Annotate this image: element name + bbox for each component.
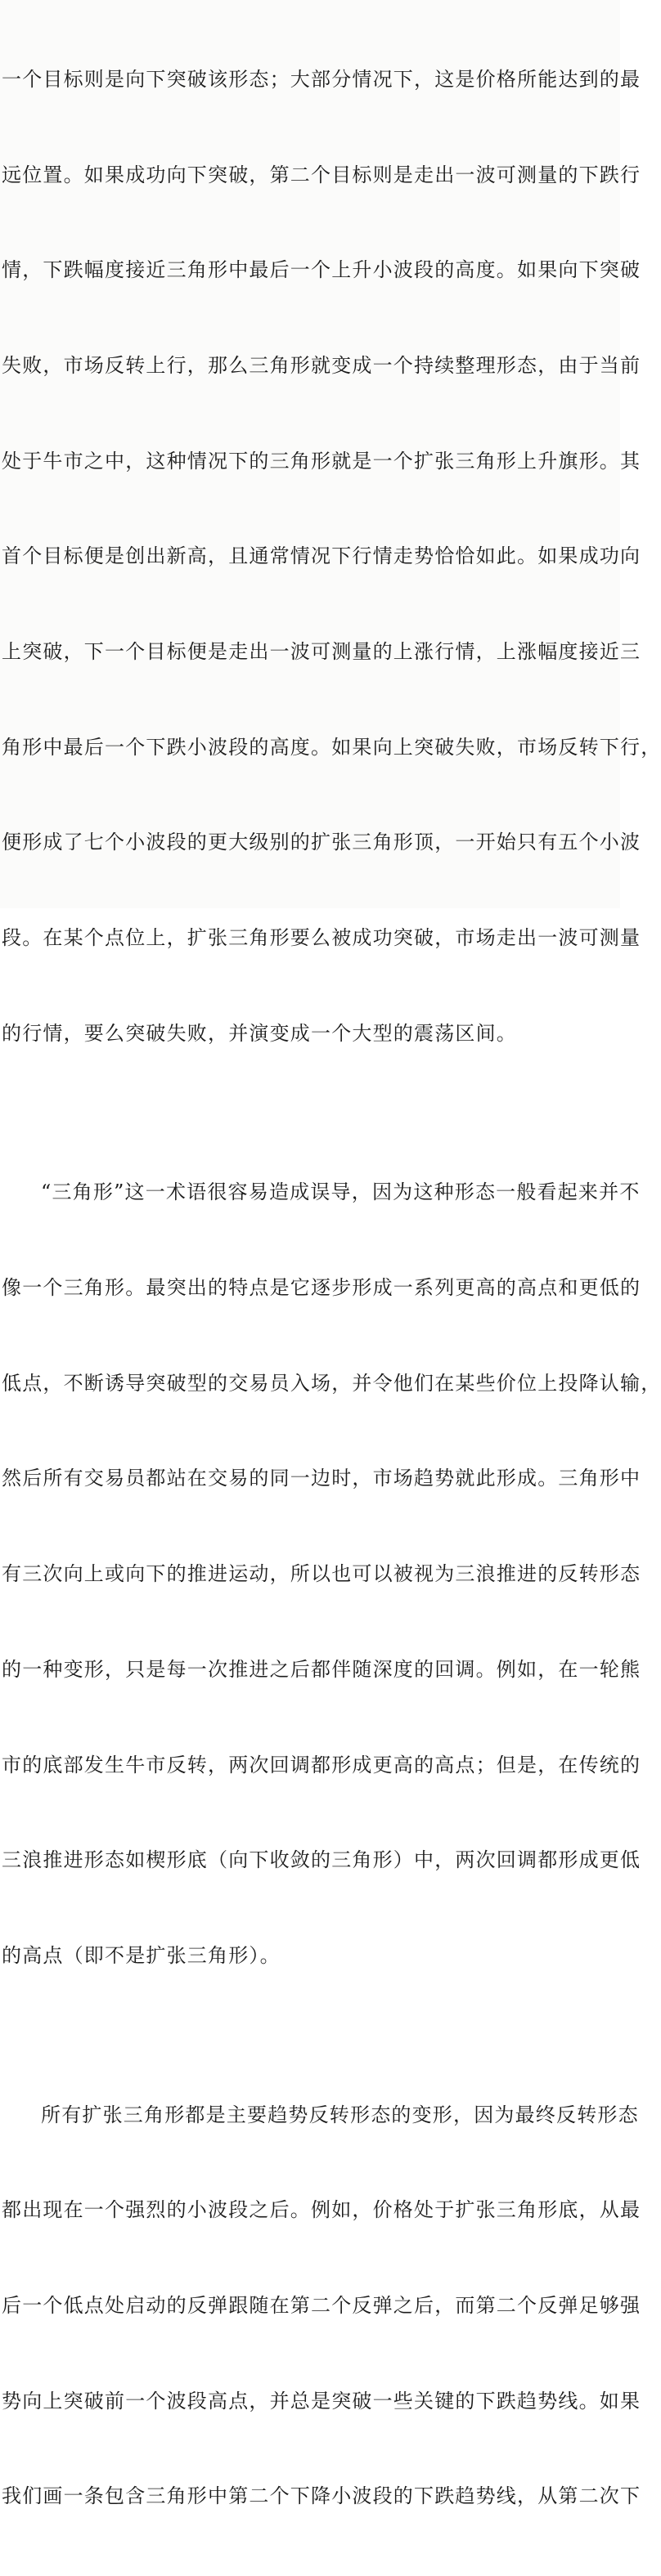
text-line: 有三次向上或向下的推进运动，所以也可以被视为三浪推进的反转形态 <box>2 1562 641 1586</box>
text-line: 所有扩张三角形都是主要趋势反转形态的变形，因为最终反转形态 <box>41 2103 639 2126</box>
text-line: 都出现在一个强烈的小波段之后。例如，价格处于扩张三角形底，从最 <box>2 2198 641 2222</box>
text-line: 远位置。如果成功向下突破，第二个目标则是走出一波可测量的下跌行 <box>2 163 641 186</box>
text-line: 失败，市场反转上行，那么三角形就变成一个持续整理形态，由于当前 <box>2 353 641 377</box>
paragraph-1 <box>2 0 661 1113</box>
paragraph-3 <box>2 2036 641 2576</box>
text-line: 一个目标则是向下突破该形态；大部分情况下，这是价格所能达到的最 <box>2 67 641 91</box>
text-line: 市的底部发生牛市反转，两次回调都形成更高的高点；但是，在传统的 <box>2 1753 641 1776</box>
text-line: “三角形”这一术语很容易造成误导，因为这种形态一般看起来并不 <box>41 1180 641 1204</box>
text-line: 势向上突破前一个波段高点，并总是突破一些关键的下跌趋势线。如果 <box>2 2389 641 2412</box>
text-line: 像一个三角形。最突出的特点是它逐步形成一系列更高的高点和更低的 <box>2 1276 641 1300</box>
text-line: 低点，不断诱导突破型的交易员入场，并令他们在某些价位上投降认输， <box>2 1371 661 1395</box>
text-line: 段。在某个点位上，扩张三角形要么被成功突破，市场走出一波可测量 <box>2 926 641 950</box>
text-line: 便形成了七个小波段的更大级别的扩张三角形顶，一开始只有五个小波 <box>2 831 641 854</box>
text-line: 后一个低点处启动的反弹跟随在第二个反弹之后，而第二个反弹足够强 <box>2 2293 641 2317</box>
text-line: 的高点（即不是扩张三角形）。 <box>2 1943 281 1967</box>
text-line: 我们画一条包含三角形中第二个下降小波段的下跌趋势线，从第二次下 <box>2 2484 641 2508</box>
text-line: 的一种变形，只是每一次推进之后都伴随深度的回调。例如，在一轮熊 <box>2 1657 641 1681</box>
paragraph-2 <box>2 1113 661 2036</box>
text-line: 处于牛市之中，这种情况下的三角形就是一个扩张三角形上升旗形。其 <box>2 449 641 473</box>
text-line: 情，下跌幅度接近三角形中最后一个上升小波段的高度。如果向下突破 <box>2 258 641 282</box>
text-line: 首个目标便是创出新高，且通常情况下行情走势恰恰如此。如果成功向 <box>2 544 641 568</box>
text-line: 角形中最后一个下跌小波段的高度。如果向上突破失败，市场反转下行， <box>2 735 661 759</box>
text-line: 上突破，下一个目标便是走出一波可测量的上涨行情，上涨幅度接近三 <box>2 640 641 664</box>
text-line: 的行情，要么突破失败，并演变成一个大型的震荡区间。 <box>2 1021 517 1045</box>
text-line: 然后所有交易员都站在交易的同一边时，市场趋势就此形成。三角形中 <box>2 1467 641 1490</box>
text-line: 三浪推进形态如楔形底（向下收敛的三角形）中，两次回调都形成更低 <box>2 1848 641 1872</box>
